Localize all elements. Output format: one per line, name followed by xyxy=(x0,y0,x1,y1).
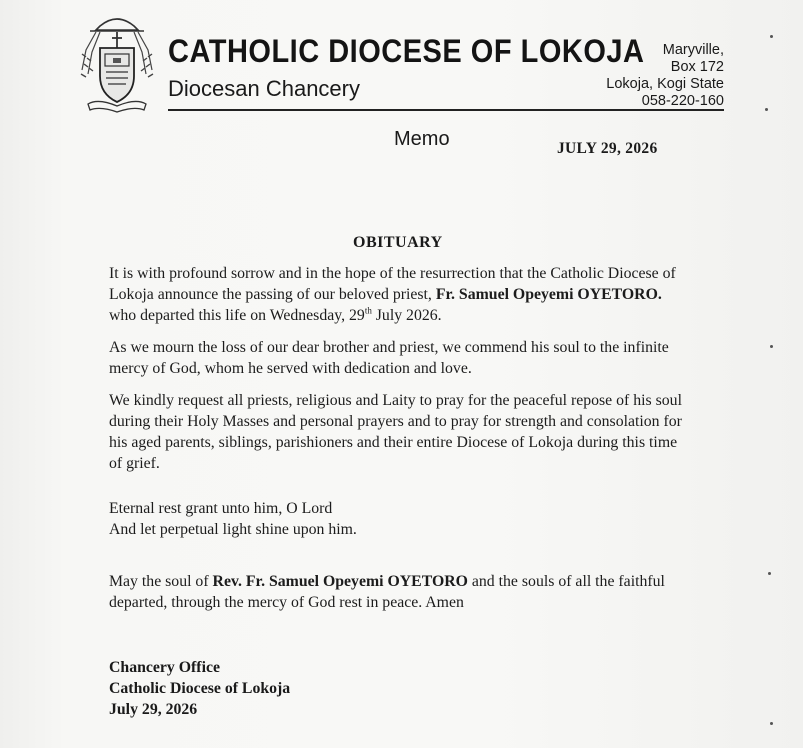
prayer-lines xyxy=(109,498,709,540)
text-span: Lokoja announce the passing of our beloved priest, xyxy=(109,286,436,303)
paper-speck xyxy=(770,35,773,38)
text-line: of grief. xyxy=(109,455,160,472)
text-line: As we mourn the loss of our dear brother and priest, we commend his soul to the infinite xyxy=(109,339,669,356)
text-line: And let perpetual light shine upon him. xyxy=(109,521,357,538)
text-line: It is with profound sorrow and in the hope of the resurrection that the Catholic Diocese of xyxy=(109,265,676,282)
text-span: July 2026. xyxy=(371,307,442,324)
address-line: Lokoja, Kogi State xyxy=(606,76,724,92)
paragraph-blessing xyxy=(109,571,709,613)
signoff-line: July 29, 2026 xyxy=(109,701,198,718)
paper-speck xyxy=(770,722,773,725)
text-line: mercy of God, whom he served with dedication and love. xyxy=(109,360,472,377)
text-span: and the souls of all the faithful xyxy=(467,573,665,590)
paragraph-mourning xyxy=(109,337,709,379)
paper-speck xyxy=(765,108,768,111)
text-line: We kindly request all priests, religious and Laity to pray for the peaceful repose of his soul xyxy=(109,392,682,409)
diocese-name: CATHOLIC DIOCESE OF LOKOJA xyxy=(168,34,645,70)
text-span: May the soul of xyxy=(109,573,213,590)
text-line: Eternal rest grant unto him, O Lord xyxy=(109,500,333,517)
document-heading: OBITUARY xyxy=(353,234,443,251)
text-line: departed, through the mercy of God rest in peace. Amen xyxy=(109,594,464,611)
text-line: during their Holy Masses and personal prayers and to pray for strength and consolation for xyxy=(109,413,682,430)
paper-speck xyxy=(770,345,773,348)
paragraph-announcement xyxy=(109,263,709,326)
priest-name: Rev. Fr. Samuel Opeyemi OYETORO xyxy=(212,573,468,590)
office-name: Diocesan Chancery xyxy=(168,76,360,101)
text-line xyxy=(109,305,709,326)
priest-name: Fr. Samuel Opeyemi OYETORO. xyxy=(435,286,662,303)
text-line xyxy=(109,571,709,592)
signoff-block xyxy=(109,657,290,720)
text-line xyxy=(109,284,709,305)
address-line: Maryville, xyxy=(662,42,724,58)
signoff-line: Chancery Office xyxy=(109,659,220,676)
memo-date: JULY 29, 2026 xyxy=(557,140,658,157)
address-block xyxy=(524,42,724,110)
text-line: his aged parents, siblings, parishioners and their entire Diocese of Lokoja during this time xyxy=(109,434,678,451)
signoff-line: Catholic Diocese of Lokoja xyxy=(109,680,291,697)
coat-of-arms-icon xyxy=(78,14,156,114)
paper-speck xyxy=(768,572,771,575)
address-line: Box 172 xyxy=(670,59,724,75)
letterhead-divider xyxy=(168,109,724,111)
paragraph-request xyxy=(109,390,709,474)
memo-label: Memo xyxy=(394,128,450,150)
ordinal-suffix: th xyxy=(364,305,372,316)
phone-number: 058-220-160 xyxy=(641,93,724,109)
text-span: who departed this life on Wednesday, 29 xyxy=(109,307,365,324)
